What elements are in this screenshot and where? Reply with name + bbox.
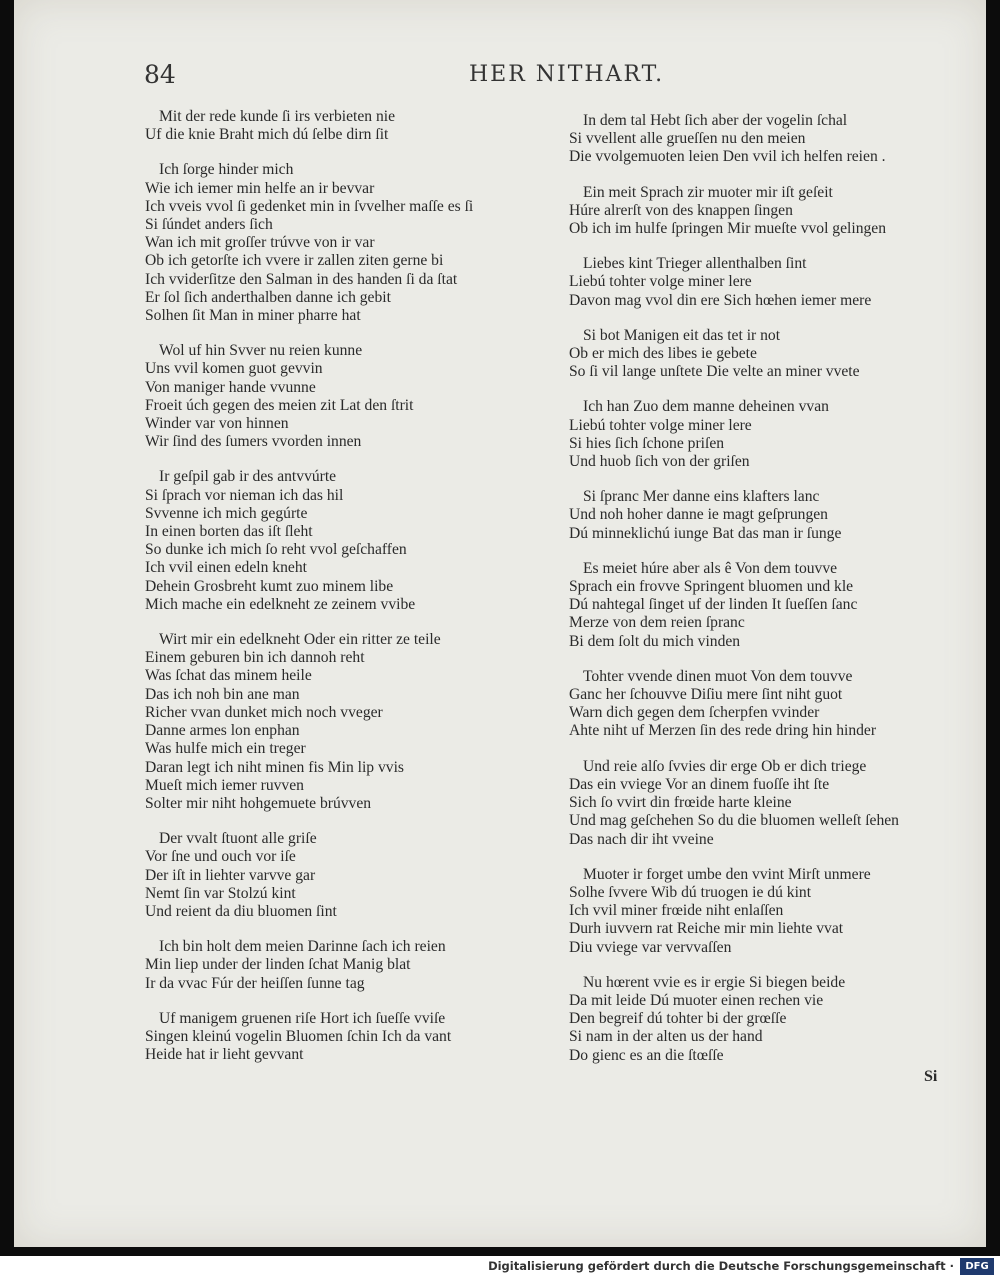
verse-line: Und huob ſich von der griſen	[569, 453, 750, 471]
verse-line: Do gienc es an die ſtœſſe	[569, 1046, 724, 1064]
verse-line: Wan ich mit groſſer trúvve von ir var	[145, 234, 375, 252]
page-number: 84	[144, 60, 176, 89]
verse-line: Wol uf hin Svver nu reien kunne	[159, 342, 363, 360]
verse-line: Das ein vviege Vor an dinem fuoſſe iht ſte	[569, 775, 830, 793]
verse-line: So ſi vil lange unſtete Die velte an miner vvete	[569, 363, 860, 381]
verse-line: Durh iuvvern rat Reiche mir min liehte vvat	[569, 920, 844, 938]
verse-line: Nu hœrent vvie es ir ergie Si biegen beide	[583, 973, 846, 991]
verse-line: Mueſt mich iemer ruvven	[145, 776, 304, 794]
verse-line: Wie ich iemer min helfe an ir bevvar	[145, 179, 375, 197]
verse-line: Der iſt in liehter varvve gar	[145, 866, 316, 884]
verse-line: Si ſúndet anders ſich	[145, 216, 273, 234]
verse-line: So dunke ich mich ſo reht vvol geſchaffen	[145, 541, 407, 559]
stanza	[569, 758, 989, 849]
verse-line: Sich ſo vvirt din frœide harte kleine	[569, 794, 792, 812]
verse-line: Tohter vvende dinen muot Von dem touvve	[583, 667, 853, 685]
verse-line: Und mag geſchehen So du die bluomen welleſt ſehen	[569, 812, 899, 830]
verse-line: Uf die knie Braht mich dú ſelbe dirn ſit	[145, 126, 389, 144]
verse-line: Dú minneklichú iunge Bat das man ir ſunge	[569, 524, 842, 542]
stanza	[569, 488, 989, 543]
verse-line: Wir ſind des ſumers vvorden innen	[145, 433, 362, 451]
verse-line: Richer vvan dunket mich noch vveger	[145, 703, 383, 721]
verse-line: Mich mache ein edelkneht ze zeinem vvibe	[145, 595, 416, 613]
verse-line: Ob er mich des libes ie gebete	[569, 345, 757, 363]
stanza	[145, 631, 565, 813]
verse-line: Si vvellent alle grueſſen nu den meien	[569, 130, 806, 148]
verse-line: Si ſpranc Mer danne eins klafters lanc	[583, 488, 820, 506]
verse-line: Winder var von hinnen	[145, 415, 289, 433]
verse-line: Solhen ſit Man in miner pharre hat	[145, 307, 361, 325]
verse-line: Heide hat ir lieht gevvant	[145, 1046, 304, 1064]
verse-line: Was hulfe mich ein treger	[145, 740, 306, 758]
stanza	[569, 398, 989, 471]
verse-line: Daran legt ich niht minen fis Min lip vvis	[145, 758, 404, 776]
verse-line: Ich vviderſitze den Salman in des handen ſi da ſtat	[145, 270, 458, 288]
verse-line: Uns vvil komen guot gevvin	[145, 360, 323, 378]
verse-line: Was ſchat das minem heile	[145, 667, 312, 685]
verse-line: Ob ich im hulfe ſpringen Mir mueſte vvol gelingen	[569, 220, 887, 238]
verse-line: Das ich noh bin ane man	[145, 685, 300, 703]
verse-line: Wirt mir ein edelkneht Oder ein ritter ze teile	[159, 631, 441, 649]
stanza	[569, 184, 989, 239]
stanza	[145, 342, 565, 451]
verse-line: Ahte niht uf Merzen ſin des rede dring hin hinder	[569, 722, 877, 740]
verse-line: Der vvalt ſtuont alle griſe	[159, 830, 317, 848]
verse-line: Ein meit Sprach zir muoter mir iſt geſeit	[583, 183, 833, 201]
verse-line: Von maniger hande vvunne	[145, 378, 316, 396]
verse-line: Das nach dir iht vveine	[569, 830, 714, 848]
verse-line: Singen kleinú vogelin Bluomen ſchin Ich da vant	[145, 1027, 452, 1045]
verse-line: Ob ich getorſte ich vvere ir zallen ziten gerne bi	[145, 252, 444, 270]
verse-line: Muoter ir forget umbe den vvint Mirſt unmere	[583, 865, 871, 883]
stanza	[145, 161, 565, 325]
verse-line: Si hies ſich ſchone priſen	[569, 434, 725, 452]
verse-line: Ich han Zuo dem manne deheinen vvan	[583, 398, 829, 416]
funding-credit: Digitalisierung gefördert durch die Deutsche Forschungsgemeinschaft ·	[488, 1259, 954, 1273]
verse-line: Uf manigem gruenen riſe Hort ich ſueſſe vviſe	[159, 1009, 446, 1027]
verse-line: Ich ſorge hinder mich	[159, 161, 294, 179]
verse-line: Liebú tohter volge miner lere	[569, 416, 752, 434]
verse-line: Ir da vvac Fúr der heiſſen ſunne tag	[145, 974, 365, 992]
verse-line: Solhe ſvvere Wib dú truogen ie dú kint	[569, 883, 812, 901]
verse-line: Liebú tohter volge miner lere	[569, 273, 752, 291]
stanza	[145, 1010, 565, 1065]
verse-line: Si nam in der alten us der hand	[569, 1028, 763, 1046]
verse-line: Dú nahtegal ſinget uf der linden It ſueſſen ſanc	[569, 596, 858, 614]
stanza	[145, 468, 565, 614]
verse-line: Ir geſpil gab ir des antvvúrte	[159, 468, 337, 486]
verse-line: Ich vvil einen edeln kneht	[145, 559, 307, 577]
verse-line: Er ſol ſich anderthalben danne ich gebit	[145, 288, 391, 306]
stanza	[145, 938, 565, 993]
page-header	[14, 60, 986, 100]
verse-line: Und noh hoher danne ie magt geſprungen	[569, 506, 828, 524]
verse-line: Danne armes lon enphan	[145, 722, 300, 740]
stanza	[569, 974, 989, 1065]
stanza	[145, 830, 565, 921]
verse-line: Ich bin holt dem meien Darinne ſach ich reien	[159, 938, 446, 956]
running-title: HER NITHART.	[469, 62, 665, 87]
verse-line: Und reient da diu bluomen ſint	[145, 902, 337, 920]
stanza	[145, 108, 565, 144]
verse-line: Si bot Manigen eit das tet ir not	[583, 326, 781, 344]
verse-line: Liebes kint Trieger allenthalben ſint	[583, 255, 807, 273]
verse-line: Dehein Grosbreht kumt zuo minem libe	[145, 577, 394, 595]
verse-line: Es meiet húre aber als ê Von dem touvve	[583, 559, 838, 577]
verse-line: Si ſprach vor nieman ich das hil	[145, 486, 344, 504]
verse-line: Ich vvil miner frœide niht enlaſſen	[569, 902, 784, 920]
verse-line: Vor ſne und ouch vor iſe	[145, 848, 296, 866]
verse-line: In dem tal Hebt ſich aber der vogelin ſchal	[583, 112, 848, 129]
dfg-logo: DFG	[960, 1258, 994, 1275]
right-column	[569, 112, 989, 1082]
verse-line: Mit der rede kunde ſi irs verbieten nie	[159, 108, 395, 125]
verse-line: Davon mag vvol din ere Sich hœhen iemer mere	[569, 291, 872, 309]
verse-line: Ganc her ſchouvve Diſiu mere ſint niht guot	[569, 686, 843, 704]
verse-line: Den begreif dú tohter bi der grœſſe	[569, 1010, 787, 1028]
verse-line: Warn dich gegen dem ſcherpfen vvinder	[569, 704, 820, 722]
verse-line: Bi dem ſolt du mich vinden	[569, 632, 741, 650]
verse-line: Die vvolgemuoten leien Den vvil ich helfen reien .	[569, 148, 886, 166]
stanza	[569, 866, 989, 957]
stanza	[569, 560, 989, 651]
stanza	[569, 327, 989, 382]
verse-line: Min liep under der linden ſchat Manig blat	[145, 956, 411, 974]
left-column	[145, 108, 565, 1081]
verse-line: Diu vviege var vervvaſſen	[569, 938, 732, 956]
verse-line: In einen borten das iſt ſleht	[145, 523, 313, 541]
verse-line: Froeit úch gegen des meien zit Lat den ſtrit	[145, 396, 414, 414]
book-page	[14, 0, 986, 1247]
verse-line: Einem geburen bin ich dannoh reht	[145, 649, 365, 667]
verse-line: Sprach ein frovve Springent bluomen und kle	[569, 578, 854, 596]
stanza	[569, 668, 989, 741]
verse-line: Svvenne ich mich gegúrte	[145, 504, 308, 522]
verse-line: Merze von dem reien ſpranc	[569, 614, 745, 632]
catchword: Si	[924, 1068, 938, 1085]
verse-line: Da mit leide Dú muoter einen rechen vie	[569, 991, 824, 1009]
footer-bar	[0, 1256, 1000, 1278]
verse-line: Ich vveis vvol ſi gedenket min in ſvvelher maſſe es ſi	[145, 197, 474, 215]
stanza	[569, 112, 989, 167]
verse-line: Húre alrerſt von des knappen ſingen	[569, 201, 793, 219]
verse-line: Nemt ſin var Stolzú kint	[145, 884, 296, 902]
verse-line: Und reie alſo ſvvies dir erge Ob er dich triege	[583, 757, 867, 775]
stanza	[569, 255, 989, 310]
verse-line: Solter mir niht hohgemuete brúvven	[145, 794, 372, 812]
